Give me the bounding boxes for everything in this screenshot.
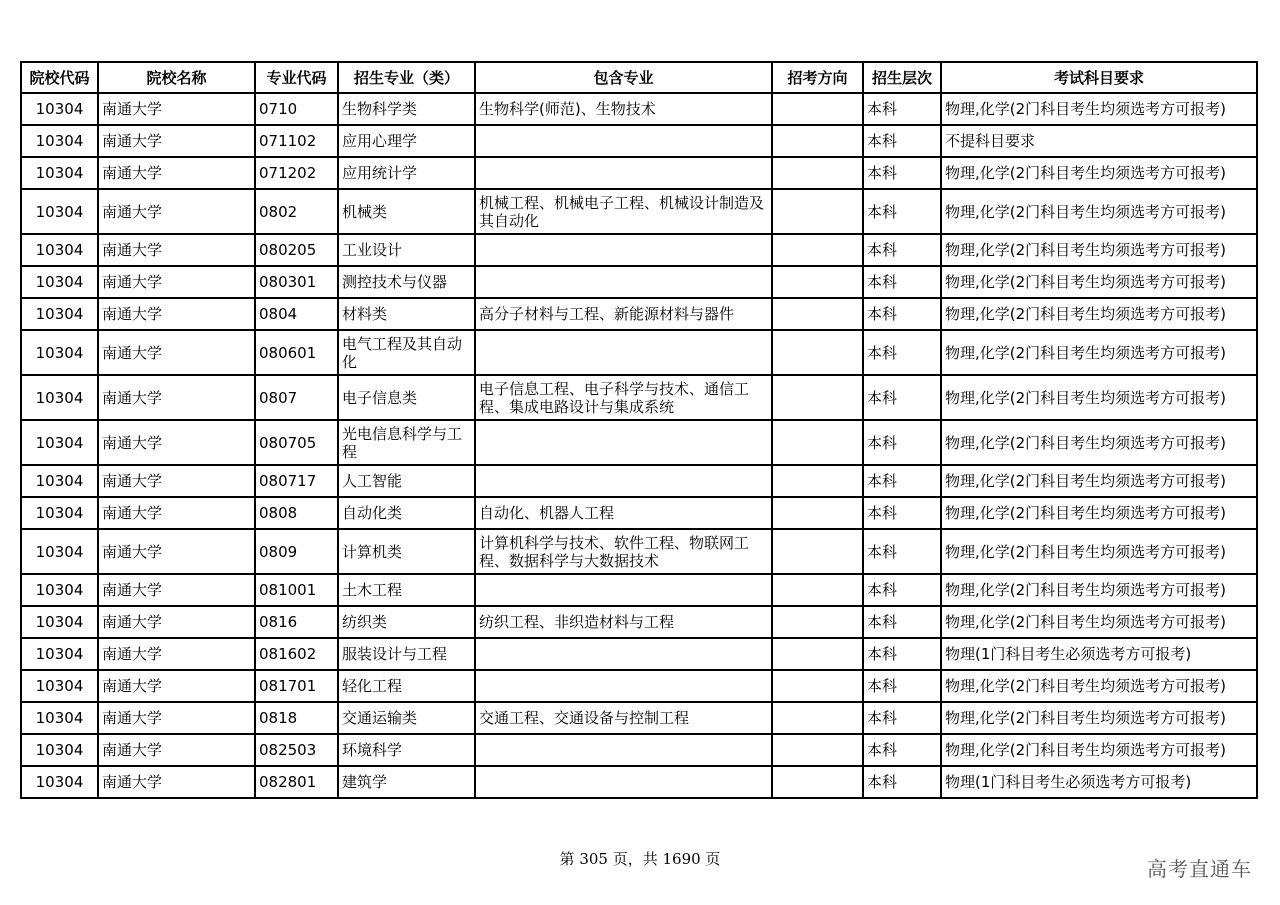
cell-school-name: 南通大学 xyxy=(98,465,255,497)
cell-school-name: 南通大学 xyxy=(98,330,255,375)
header-level: 招生层次 xyxy=(863,62,941,93)
cell-major-code: 080301 xyxy=(255,266,338,298)
cell-direction xyxy=(772,702,863,734)
cell-requirements: 物理,化学(2门科目考生均须选考方可报考) xyxy=(941,298,1257,330)
table-row xyxy=(21,702,1257,734)
cell-level: 本科 xyxy=(863,574,941,606)
cell-school-name: 南通大学 xyxy=(98,375,255,420)
cell-school-code: 10304 xyxy=(21,93,98,125)
cell-includes xyxy=(475,330,772,375)
cell-includes xyxy=(475,766,772,798)
cell-includes xyxy=(475,734,772,766)
cell-requirements: 物理,化学(2门科目考生均须选考方可报考) xyxy=(941,497,1257,529)
cell-major-code: 080705 xyxy=(255,420,338,465)
table-row xyxy=(21,638,1257,670)
cell-includes xyxy=(475,465,772,497)
cell-school-code: 10304 xyxy=(21,234,98,266)
cell-school-name: 南通大学 xyxy=(98,638,255,670)
cell-includes xyxy=(475,266,772,298)
cell-major: 机械类 xyxy=(338,189,475,234)
cell-includes: 交通工程、交通设备与控制工程 xyxy=(475,702,772,734)
table-row xyxy=(21,234,1257,266)
cell-major: 纺织类 xyxy=(338,606,475,638)
cell-school-code: 10304 xyxy=(21,298,98,330)
cell-school-name: 南通大学 xyxy=(98,420,255,465)
cell-major-code: 080601 xyxy=(255,330,338,375)
table-row xyxy=(21,93,1257,125)
cell-major-code: 081001 xyxy=(255,574,338,606)
cell-requirements: 物理,化学(2门科目考生均须选考方可报考) xyxy=(941,529,1257,574)
cell-includes xyxy=(475,125,772,157)
cell-requirements: 物理,化学(2门科目考生均须选考方可报考) xyxy=(941,574,1257,606)
cell-school-code: 10304 xyxy=(21,574,98,606)
cell-requirements: 物理,化学(2门科目考生均须选考方可报考) xyxy=(941,330,1257,375)
cell-direction xyxy=(772,497,863,529)
cell-school-name: 南通大学 xyxy=(98,670,255,702)
table-row xyxy=(21,574,1257,606)
cell-major: 生物科学类 xyxy=(338,93,475,125)
cell-level: 本科 xyxy=(863,330,941,375)
cell-includes: 高分子材料与工程、新能源材料与器件 xyxy=(475,298,772,330)
cell-major: 测控技术与仪器 xyxy=(338,266,475,298)
header-row xyxy=(21,62,1257,93)
cell-major-code: 0807 xyxy=(255,375,338,420)
header-requirements: 考试科目要求 xyxy=(941,62,1257,93)
cell-major: 人工智能 xyxy=(338,465,475,497)
cell-major: 轻化工程 xyxy=(338,670,475,702)
cell-level: 本科 xyxy=(863,234,941,266)
cell-requirements: 物理,化学(2门科目考生均须选考方可报考) xyxy=(941,670,1257,702)
cell-includes: 计算机科学与技术、软件工程、物联网工程、数据科学与大数据技术 xyxy=(475,529,772,574)
table-row xyxy=(21,465,1257,497)
cell-major-code: 080205 xyxy=(255,234,338,266)
cell-school-name: 南通大学 xyxy=(98,298,255,330)
cell-direction xyxy=(772,298,863,330)
cell-major-code: 0818 xyxy=(255,702,338,734)
cell-level: 本科 xyxy=(863,606,941,638)
cell-major: 应用心理学 xyxy=(338,125,475,157)
cell-level: 本科 xyxy=(863,766,941,798)
header-school-code: 院校代码 xyxy=(21,62,98,93)
cell-level: 本科 xyxy=(863,298,941,330)
cell-direction xyxy=(772,330,863,375)
cell-requirements: 物理,化学(2门科目考生均须选考方可报考) xyxy=(941,606,1257,638)
table-row xyxy=(21,189,1257,234)
cell-direction xyxy=(772,638,863,670)
cell-requirements: 物理(1门科目考生必须选考方可报考) xyxy=(941,638,1257,670)
cell-level: 本科 xyxy=(863,638,941,670)
cell-requirements: 物理,化学(2门科目考生均须选考方可报考) xyxy=(941,234,1257,266)
cell-requirements: 物理,化学(2门科目考生均须选考方可报考) xyxy=(941,266,1257,298)
cell-major: 电子信息类 xyxy=(338,375,475,420)
cell-school-code: 10304 xyxy=(21,734,98,766)
cell-school-code: 10304 xyxy=(21,529,98,574)
cell-major: 服装设计与工程 xyxy=(338,638,475,670)
cell-direction xyxy=(772,375,863,420)
header-school-name: 院校名称 xyxy=(98,62,255,93)
cell-school-code: 10304 xyxy=(21,465,98,497)
enrollment-table xyxy=(20,61,1258,799)
cell-school-name: 南通大学 xyxy=(98,606,255,638)
cell-school-name: 南通大学 xyxy=(98,157,255,189)
cell-direction xyxy=(772,670,863,702)
cell-major: 电气工程及其自动化 xyxy=(338,330,475,375)
cell-direction xyxy=(772,266,863,298)
cell-major-code: 081602 xyxy=(255,638,338,670)
cell-direction xyxy=(772,189,863,234)
cell-school-name: 南通大学 xyxy=(98,702,255,734)
table-row xyxy=(21,330,1257,375)
cell-level: 本科 xyxy=(863,465,941,497)
cell-direction xyxy=(772,606,863,638)
cell-includes xyxy=(475,574,772,606)
cell-major: 环境科学 xyxy=(338,734,475,766)
cell-school-name: 南通大学 xyxy=(98,497,255,529)
cell-school-code: 10304 xyxy=(21,189,98,234)
header-major: 招生专业（类） xyxy=(338,62,475,93)
table-row xyxy=(21,157,1257,189)
cell-major: 交通运输类 xyxy=(338,702,475,734)
cell-direction xyxy=(772,234,863,266)
cell-major-code: 0808 xyxy=(255,497,338,529)
cell-major-code: 0710 xyxy=(255,93,338,125)
cell-major-code: 080717 xyxy=(255,465,338,497)
table-row xyxy=(21,606,1257,638)
cell-major: 自动化类 xyxy=(338,497,475,529)
table-body xyxy=(21,93,1257,798)
watermark: 高考直通车 xyxy=(1147,857,1252,881)
cell-requirements: 物理,化学(2门科目考生均须选考方可报考) xyxy=(941,734,1257,766)
table-row xyxy=(21,298,1257,330)
cell-major: 材料类 xyxy=(338,298,475,330)
cell-includes: 机械工程、机械电子工程、机械设计制造及其自动化 xyxy=(475,189,772,234)
cell-requirements: 物理,化学(2门科目考生均须选考方可报考) xyxy=(941,93,1257,125)
cell-direction xyxy=(772,734,863,766)
cell-major-code: 082801 xyxy=(255,766,338,798)
cell-direction xyxy=(772,574,863,606)
table-row xyxy=(21,125,1257,157)
cell-requirements: 物理,化学(2门科目考生均须选考方可报考) xyxy=(941,189,1257,234)
cell-direction xyxy=(772,125,863,157)
cell-major-code: 0802 xyxy=(255,189,338,234)
cell-major: 光电信息科学与工程 xyxy=(338,420,475,465)
cell-school-code: 10304 xyxy=(21,606,98,638)
cell-includes xyxy=(475,234,772,266)
cell-school-name: 南通大学 xyxy=(98,189,255,234)
cell-requirements: 物理,化学(2门科目考生均须选考方可报考) xyxy=(941,157,1257,189)
cell-school-name: 南通大学 xyxy=(98,766,255,798)
cell-level: 本科 xyxy=(863,420,941,465)
table-row xyxy=(21,766,1257,798)
cell-major-code: 082503 xyxy=(255,734,338,766)
cell-direction xyxy=(772,93,863,125)
cell-major-code: 0816 xyxy=(255,606,338,638)
cell-requirements: 物理,化学(2门科目考生均须选考方可报考) xyxy=(941,702,1257,734)
cell-major: 建筑学 xyxy=(338,766,475,798)
cell-requirements: 物理,化学(2门科目考生均须选考方可报考) xyxy=(941,420,1257,465)
cell-school-name: 南通大学 xyxy=(98,734,255,766)
cell-level: 本科 xyxy=(863,702,941,734)
cell-level: 本科 xyxy=(863,497,941,529)
cell-school-name: 南通大学 xyxy=(98,234,255,266)
cell-requirements: 物理,化学(2门科目考生均须选考方可报考) xyxy=(941,375,1257,420)
cell-includes xyxy=(475,670,772,702)
cell-includes xyxy=(475,157,772,189)
cell-direction xyxy=(772,420,863,465)
cell-school-code: 10304 xyxy=(21,638,98,670)
cell-school-code: 10304 xyxy=(21,497,98,529)
cell-school-name: 南通大学 xyxy=(98,93,255,125)
cell-direction xyxy=(772,157,863,189)
cell-requirements: 不提科目要求 xyxy=(941,125,1257,157)
cell-school-code: 10304 xyxy=(21,330,98,375)
cell-school-name: 南通大学 xyxy=(98,574,255,606)
cell-school-code: 10304 xyxy=(21,157,98,189)
cell-school-name: 南通大学 xyxy=(98,529,255,574)
page-footer: 第 305 页，共 1690 页 xyxy=(559,850,721,868)
cell-school-name: 南通大学 xyxy=(98,266,255,298)
cell-requirements: 物理(1门科目考生必须选考方可报考) xyxy=(941,766,1257,798)
cell-major-code: 071202 xyxy=(255,157,338,189)
cell-major: 应用统计学 xyxy=(338,157,475,189)
cell-requirements: 物理,化学(2门科目考生均须选考方可报考) xyxy=(941,465,1257,497)
cell-school-code: 10304 xyxy=(21,266,98,298)
cell-major-code: 0804 xyxy=(255,298,338,330)
table-row xyxy=(21,497,1257,529)
table-row xyxy=(21,670,1257,702)
cell-major-code: 081701 xyxy=(255,670,338,702)
cell-level: 本科 xyxy=(863,93,941,125)
cell-includes: 生物科学(师范)、生物技术 xyxy=(475,93,772,125)
cell-level: 本科 xyxy=(863,529,941,574)
header-direction: 招考方向 xyxy=(772,62,863,93)
cell-level: 本科 xyxy=(863,125,941,157)
header-includes: 包含专业 xyxy=(475,62,772,93)
table-row xyxy=(21,266,1257,298)
cell-major: 工业设计 xyxy=(338,234,475,266)
cell-includes: 电子信息工程、电子科学与技术、通信工程、集成电路设计与集成系统 xyxy=(475,375,772,420)
table-row xyxy=(21,420,1257,465)
cell-school-code: 10304 xyxy=(21,125,98,157)
cell-major: 计算机类 xyxy=(338,529,475,574)
cell-includes xyxy=(475,638,772,670)
cell-level: 本科 xyxy=(863,670,941,702)
cell-includes: 自动化、机器人工程 xyxy=(475,497,772,529)
table-row xyxy=(21,529,1257,574)
cell-includes: 纺织工程、非织造材料与工程 xyxy=(475,606,772,638)
cell-school-code: 10304 xyxy=(21,766,98,798)
cell-school-code: 10304 xyxy=(21,670,98,702)
cell-level: 本科 xyxy=(863,157,941,189)
cell-school-code: 10304 xyxy=(21,420,98,465)
cell-major-code: 071102 xyxy=(255,125,338,157)
cell-includes xyxy=(475,420,772,465)
cell-school-code: 10304 xyxy=(21,702,98,734)
cell-level: 本科 xyxy=(863,375,941,420)
cell-level: 本科 xyxy=(863,189,941,234)
cell-school-name: 南通大学 xyxy=(98,125,255,157)
cell-direction xyxy=(772,465,863,497)
table-row xyxy=(21,734,1257,766)
cell-direction xyxy=(772,766,863,798)
cell-major: 土木工程 xyxy=(338,574,475,606)
cell-direction xyxy=(772,529,863,574)
header-major-code: 专业代码 xyxy=(255,62,338,93)
table-row xyxy=(21,375,1257,420)
cell-school-code: 10304 xyxy=(21,375,98,420)
cell-level: 本科 xyxy=(863,266,941,298)
cell-level: 本科 xyxy=(863,734,941,766)
cell-major-code: 0809 xyxy=(255,529,338,574)
